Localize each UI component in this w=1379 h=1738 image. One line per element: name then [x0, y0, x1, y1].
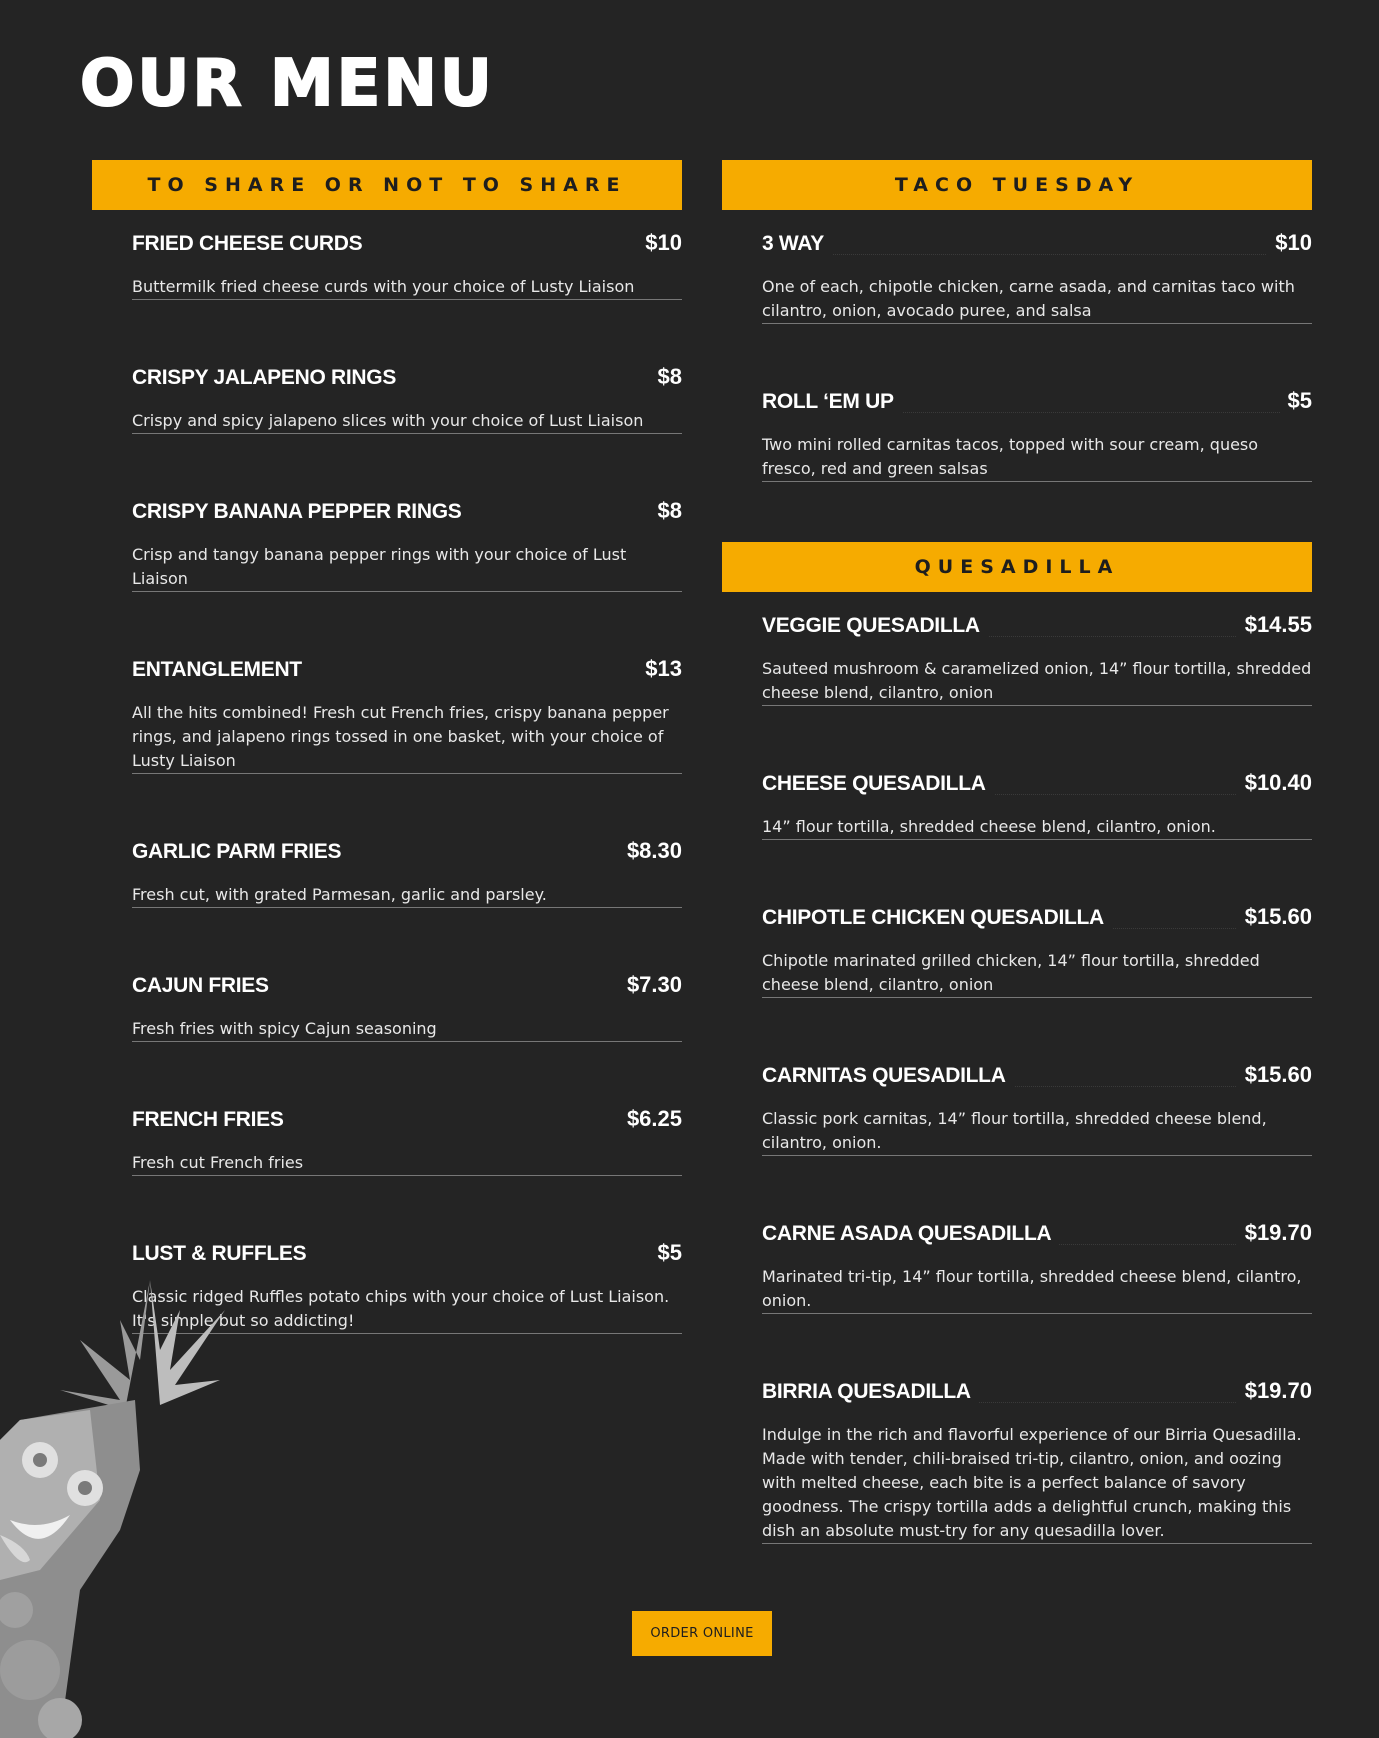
menu-item	[132, 656, 682, 774]
section-header-quesadilla: QUESADILLA	[722, 542, 1312, 592]
item-name: FRENCH FRIES	[132, 1108, 292, 1132]
item-description: Crispy and spicy jalapeno slices with your choice of Lust Liaison	[132, 411, 644, 430]
item-description: 14” flour tortilla, shredded cheese blend, cilantro, onion.	[762, 817, 1216, 836]
item-price: $14.55	[1237, 612, 1312, 638]
section-header-share: TO SHARE OR NOT TO SHARE	[92, 160, 682, 210]
item-price: $10	[637, 230, 682, 256]
menu-item	[762, 904, 1312, 998]
item-description: Two mini rolled carnitas tacos, topped with sour cream, queso fresco, red and green salsas	[762, 435, 1259, 478]
share-column	[92, 160, 682, 1398]
item-name: ENTANGLEMENT	[132, 658, 310, 682]
menu-item	[132, 972, 682, 1042]
item-name: CHEESE QUESADILLA	[762, 772, 994, 796]
item-description: Chipotle marinated grilled chicken, 14” flour tortilla, shredded cheese blend, cilantro, onion	[762, 951, 1260, 994]
menu-item	[132, 1106, 682, 1176]
item-price: $8	[650, 498, 682, 524]
menu-item	[762, 1220, 1312, 1314]
right-column	[722, 160, 1312, 1544]
item-description: Classic pork carnitas, 14” flour tortilla, shredded cheese blend, cilantro, onion.	[762, 1109, 1267, 1152]
item-name: CAJUN FRIES	[132, 974, 277, 998]
item-description: Indulge in the rich and flavorful experience of our Birria Quesadilla. Made with tender, chili-braised tri-tip, cilantro, onion, and oozing with melted cheese, each bite is a perfect balance of savory goodness. The crispy tortilla adds a delightful crunch, making this dish an absolute must-try for any quesadilla lover.	[762, 1425, 1302, 1540]
item-description: Buttermilk fried cheese curds with your choice of Lusty Liaison	[132, 277, 635, 296]
menu-item	[762, 230, 1312, 324]
item-name: 3 WAY	[762, 232, 832, 256]
item-name: CRISPY BANANA PEPPER RINGS	[132, 500, 469, 524]
item-name: CARNE ASADA QUESADILLA	[762, 1222, 1059, 1246]
item-description: Crisp and tangy banana pepper rings with your choice of Lust Liaison	[132, 545, 627, 588]
item-price: $7.30	[619, 972, 682, 998]
menu-item	[132, 364, 682, 434]
item-description: Marinated tri-tip, 14” flour tortilla, shredded cheese blend, cilantro, onion.	[762, 1267, 1302, 1310]
menu-item	[132, 230, 682, 300]
item-price: $19.70	[1237, 1220, 1312, 1246]
item-price: $15.60	[1237, 1062, 1312, 1088]
section-header-taco: TACO TUESDAY	[722, 160, 1312, 210]
item-description: Fresh cut, with grated Parmesan, garlic and parsley.	[132, 885, 547, 904]
item-name: LUST & RUFFLES	[132, 1242, 314, 1266]
item-description: Sauteed mushroom & caramelized onion, 14” flour tortilla, shredded cheese blend, cilantro, onion	[762, 659, 1312, 702]
quesadilla-section	[722, 542, 1312, 1544]
menu-item	[132, 498, 682, 592]
menu-item	[762, 1062, 1312, 1156]
taco-items	[722, 230, 1312, 482]
item-name: GARLIC PARM FRIES	[132, 840, 349, 864]
item-name: CRISPY JALAPENO RINGS	[132, 366, 404, 390]
item-price: $10.40	[1237, 770, 1312, 796]
item-price: $5	[650, 1240, 682, 1266]
menu-item	[132, 838, 682, 908]
item-name: CARNITAS QUESADILLA	[762, 1064, 1014, 1088]
item-name: BIRRIA QUESADILLA	[762, 1380, 979, 1404]
share-items	[92, 230, 682, 1334]
page-title: OUR MENU	[80, 47, 495, 121]
item-name: FRIED CHEESE CURDS	[132, 232, 370, 256]
item-name: CHIPOTLE CHICKEN QUESADILLA	[762, 906, 1112, 930]
item-price: $8.30	[619, 838, 682, 864]
item-price: $10	[1267, 230, 1312, 256]
menu-item	[762, 388, 1312, 482]
item-description: Fresh fries with spicy Cajun seasoning	[132, 1019, 437, 1038]
item-description: All the hits combined! Fresh cut French fries, crispy banana pepper rings, and jalapeno rings tossed in one basket, with your choice of Lusty Liaison	[132, 703, 669, 770]
item-price: $8	[650, 364, 682, 390]
menu-item	[762, 1378, 1312, 1544]
item-name: ROLL ‘EM UP	[762, 390, 902, 414]
item-price: $19.70	[1237, 1378, 1312, 1404]
item-description: Classic ridged Ruffles potato chips with your choice of Lust Liaison. It's simple but so addicting!	[132, 1287, 670, 1330]
menu-item	[762, 770, 1312, 840]
item-price: $13	[637, 656, 682, 682]
item-description: One of each, chipotle chicken, carne asada, and carnitas taco with cilantro, onion, avocado puree, and salsa	[762, 277, 1295, 320]
quesadilla-items	[722, 612, 1312, 1544]
menu-item	[762, 612, 1312, 706]
item-name: VEGGIE QUESADILLA	[762, 614, 988, 638]
pineapple-mascot-icon	[0, 1270, 240, 1738]
order-online-button[interactable]: ORDER ONLINE	[632, 1611, 772, 1656]
item-description: Fresh cut French fries	[132, 1153, 304, 1172]
item-price: $6.25	[619, 1106, 682, 1132]
item-price: $15.60	[1237, 904, 1312, 930]
item-price: $5	[1280, 388, 1312, 414]
